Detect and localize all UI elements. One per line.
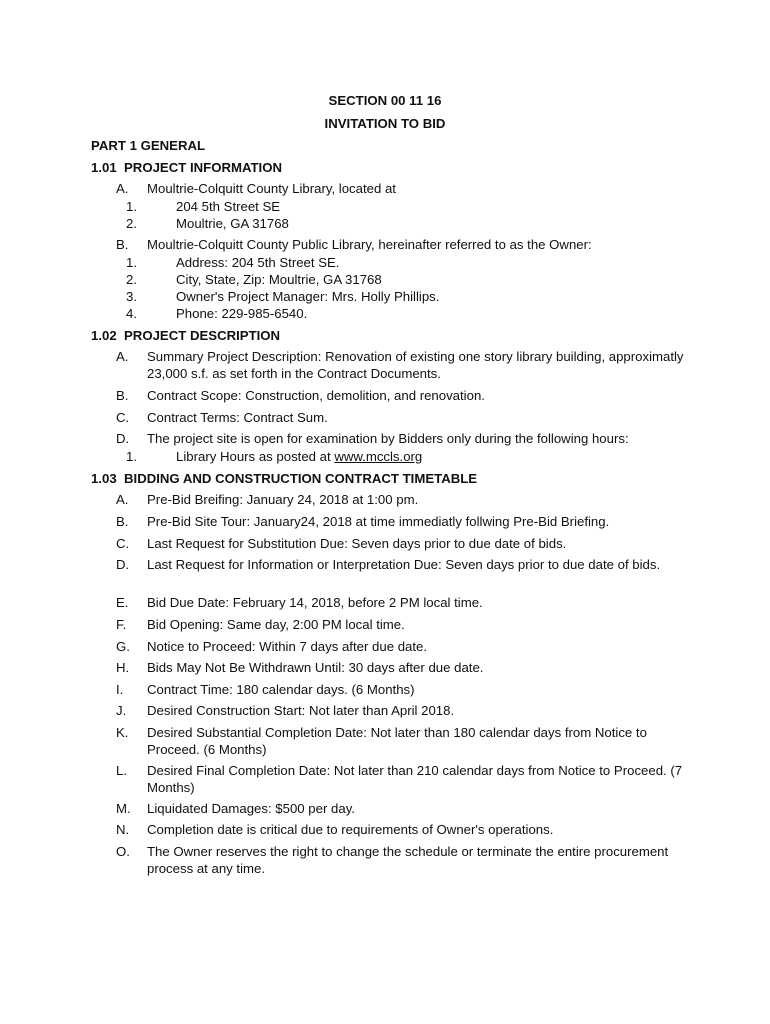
part-heading: PART 1 GENERAL <box>91 138 206 153</box>
item-letter: G. <box>116 639 130 654</box>
sub-item-text: City, State, Zip: Moultrie, GA 31768 <box>176 272 382 287</box>
article-number: 1.03 <box>91 471 117 486</box>
item-text: The Owner reserves the right to change the schedule or terminate the entire procurement process at any time. <box>147 844 669 876</box>
article-heading <box>91 471 477 486</box>
article-heading <box>91 328 280 343</box>
sub-item-number: 2. <box>126 216 137 231</box>
item-text: Pre-Bid Site Tour: January24, 2018 at time immediatly follwing Pre-Bid Briefing. <box>147 514 610 529</box>
article-number: 1.02 <box>91 328 117 343</box>
item-text: Completion date is critical due to requirements of Owner's operations. <box>147 822 554 837</box>
article-heading <box>91 160 282 175</box>
item-text: Last Request for Information or Interpretation Due: Seven days prior to due date of bids. <box>147 557 661 572</box>
article-number: 1.01 <box>91 160 117 175</box>
document-title: INVITATION TO BID <box>324 116 446 131</box>
sub-item-text: 204 5th Street SE <box>176 199 281 214</box>
item-letter: B. <box>116 237 129 252</box>
item-letter: F. <box>116 617 127 632</box>
item-letter: C. <box>116 410 130 425</box>
item-letter: E. <box>116 595 129 610</box>
item-text: Desired Construction Start: Not later than April 2018. <box>147 703 455 718</box>
item-text: Desired Final Completion Date: Not later than 210 calendar days from Notice to Proceed. (7 Months) <box>147 763 683 795</box>
item-letter: D. <box>116 557 130 572</box>
sub-item-label: Library Hours as posted at <box>176 449 335 464</box>
item-letter: D. <box>116 431 130 446</box>
item-text: Moultrie-Colquitt County Public Library, hereinafter referred to as the Owner: <box>147 237 592 252</box>
article-title: PROJECT DESCRIPTION <box>124 328 281 343</box>
item-text: Bids May Not Be Withdrawn Until: 30 days after due date. <box>147 660 484 675</box>
item-letter: I. <box>116 682 124 697</box>
item-letter: A. <box>116 492 129 507</box>
item-letter: N. <box>116 822 130 837</box>
article-title: BIDDING AND CONSTRUCTION CONTRACT TIMETABLE <box>124 471 478 486</box>
item-text: Last Request for Substitution Due: Seven days prior to due date of bids. <box>147 536 567 551</box>
item-text: Liquidated Damages: $500 per day. <box>147 801 355 816</box>
item-letter: A. <box>116 181 129 196</box>
item-letter: H. <box>116 660 130 675</box>
article-title: PROJECT INFORMATION <box>124 160 283 175</box>
item-letter: M. <box>116 801 131 816</box>
sub-item-number: 1. <box>126 255 137 270</box>
item-text: Bid Opening: Same day, 2:00 PM local time. <box>147 617 405 632</box>
item-text: Desired Substantial Completion Date: Not later than 180 calendar days from Notice to Proceed. (6 Months) <box>147 725 647 757</box>
item-text: Summary Project Description: Renovation of existing one story library building, approximatly 23,000 s.f. as set forth in the Contract Documents. <box>147 349 684 381</box>
sub-item-number: 4. <box>126 306 137 321</box>
sub-item-text: Address: 204 5th Street SE. <box>176 255 340 270</box>
sub-item-text: Phone: 229-985-6540. <box>176 306 308 321</box>
sub-item-text: Owner's Project Manager: Mrs. Holly Phillips. <box>176 289 440 304</box>
item-text: Contract Terms: Contract Sum. <box>147 410 328 425</box>
item-letter: A. <box>116 349 129 364</box>
item-text: Contract Scope: Construction, demolition, and renovation. <box>147 388 485 403</box>
section-number: SECTION 00 11 16 <box>328 93 442 108</box>
item-letter: B. <box>116 388 129 403</box>
item-letter: C. <box>116 536 130 551</box>
item-text: Contract Time: 180 calendar days. (6 Months) <box>147 682 415 697</box>
sub-item-text: Moultrie, GA 31768 <box>176 216 289 231</box>
item-letter: L. <box>116 763 127 778</box>
item-text: Moultrie-Colquitt County Library, located at <box>147 181 396 196</box>
library-website-link[interactable]: www.mccls.org <box>334 449 423 464</box>
item-text: Pre-Bid Breifing: January 24, 2018 at 1:00 pm. <box>147 492 419 507</box>
item-text: Notice to Proceed: Within 7 days after due date. <box>147 639 428 654</box>
sub-item-text <box>176 449 422 465</box>
sub-item-number: 3. <box>126 289 137 304</box>
item-letter: O. <box>116 844 130 859</box>
sub-item-number: 1. <box>126 449 137 464</box>
item-text: Bid Due Date: February 14, 2018, before 2 PM local time. <box>147 595 483 610</box>
item-letter: K. <box>116 725 129 740</box>
item-text: The project site is open for examination by Bidders only during the following hours: <box>147 431 629 446</box>
item-letter: B. <box>116 514 129 529</box>
sub-item-number: 1. <box>126 199 137 214</box>
sub-item-number: 2. <box>126 272 137 287</box>
item-letter: J. <box>116 703 127 718</box>
